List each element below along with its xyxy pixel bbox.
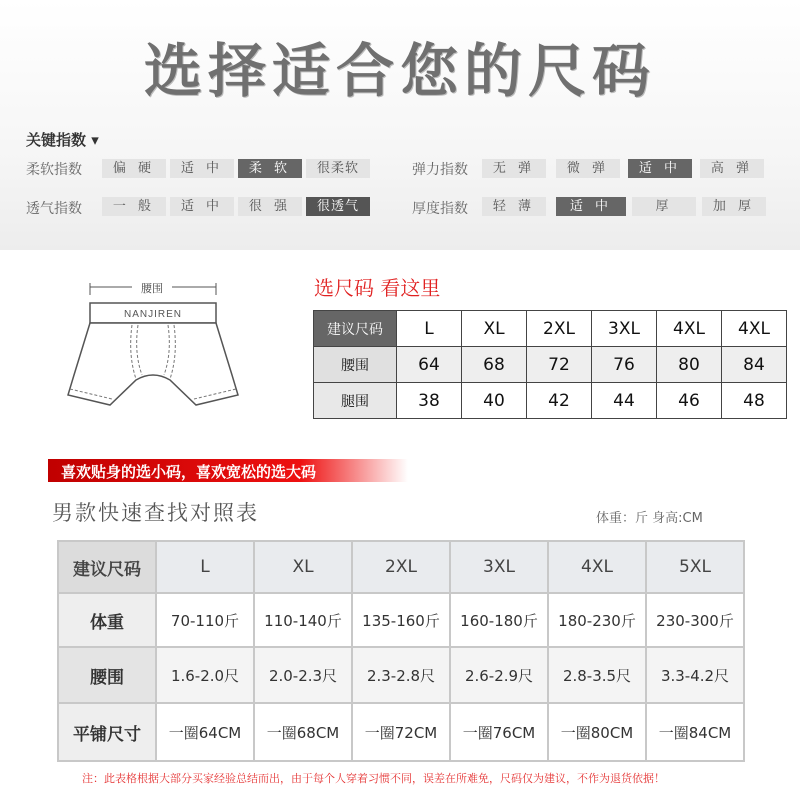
quick-table-title: 男款快速查找对照表 <box>52 501 259 525</box>
table-cell: 建议尺码 <box>58 541 156 593</box>
index-label-elasticity: 弹力指数 <box>412 162 468 178</box>
table-row <box>58 647 744 703</box>
unit-note: 体重：斤 身高:CM <box>596 511 703 526</box>
table-cell: 180-230斤 <box>548 593 646 647</box>
table-cell: L <box>156 541 254 593</box>
boxer-shorts-illustration <box>50 275 250 439</box>
softness-option-selected: 柔 软 <box>238 159 302 178</box>
table-cell: 腿围 <box>314 383 397 419</box>
table-cell: 一圈80CM <box>548 703 646 761</box>
table-cell: 3XL <box>592 311 657 347</box>
elasticity-option: 微 弹 <box>556 159 620 178</box>
table-cell: 68 <box>462 347 527 383</box>
table-cell: 2XL <box>527 311 592 347</box>
table-row <box>58 703 744 761</box>
table-cell: 建议尺码 <box>314 311 397 347</box>
table-cell: XL <box>254 541 352 593</box>
index-label-breathability: 透气指数 <box>26 201 82 217</box>
table-cell: 一圈72CM <box>352 703 450 761</box>
waist-label: 腰围 <box>141 283 163 295</box>
boxer-shorts-icon <box>50 275 250 435</box>
breathability-option: 一 般 <box>102 197 166 216</box>
table-cell: 腰围 <box>314 347 397 383</box>
softness-option: 很柔软 <box>306 159 370 178</box>
table-cell: 72 <box>527 347 592 383</box>
table-cell: 46 <box>657 383 722 419</box>
table-row <box>314 347 787 383</box>
breathability-option: 适 中 <box>170 197 234 216</box>
table-header-row <box>58 541 744 593</box>
table-cell: 一圈64CM <box>156 703 254 761</box>
elasticity-option: 高 弹 <box>700 159 764 178</box>
table-cell: 4XL <box>657 311 722 347</box>
table-cell: 76 <box>592 347 657 383</box>
table-cell: 2XL <box>352 541 450 593</box>
table-cell: 体重 <box>58 593 156 647</box>
table-cell: L <box>397 311 462 347</box>
thickness-option: 加 厚 <box>702 197 766 216</box>
page-title: 选择适合您的尺码 <box>143 37 656 105</box>
table-row <box>58 593 744 647</box>
table-cell: 4XL <box>722 311 787 347</box>
table-cell: 48 <box>722 383 787 419</box>
thickness-option: 轻 薄 <box>482 197 546 216</box>
table-cell: XL <box>462 311 527 347</box>
softness-option: 适 中 <box>170 159 234 178</box>
elasticity-option-selected: 适 中 <box>628 159 692 178</box>
table-cell: 80 <box>657 347 722 383</box>
index-label-thickness: 厚度指数 <box>412 201 468 217</box>
table-cell: 一圈68CM <box>254 703 352 761</box>
table-cell: 2.8-3.5尺 <box>548 647 646 703</box>
table-cell: 44 <box>592 383 657 419</box>
quick-lookup-table <box>57 540 745 762</box>
table-cell: 160-180斤 <box>450 593 548 647</box>
thickness-option: 厚 <box>632 197 696 216</box>
table-cell: 230-300斤 <box>646 593 744 647</box>
table-cell: 5XL <box>646 541 744 593</box>
breathability-option: 很 强 <box>238 197 302 216</box>
table-cell: 腰围 <box>58 647 156 703</box>
table-cell: 38 <box>397 383 462 419</box>
table-cell: 2.0-2.3尺 <box>254 647 352 703</box>
table-cell: 110-140斤 <box>254 593 352 647</box>
table-cell: 64 <box>397 347 462 383</box>
fit-tip-text: 喜欢贴身的选小码，喜欢宽松的选大码 <box>61 463 317 481</box>
top-banner <box>0 0 800 250</box>
table-cell: 平铺尺寸 <box>58 703 156 761</box>
footnote: 注：此表格根据大部分买家经验总结而出，由于每个人穿着习惯不同，误差在所难免，尺码仅为建议，不作为退货依据！ <box>82 772 665 785</box>
table-cell: 2.6-2.9尺 <box>450 647 548 703</box>
table-cell: 1.6-2.0尺 <box>156 647 254 703</box>
table-cell: 一圈84CM <box>646 703 744 761</box>
elasticity-option: 无 弹 <box>482 159 546 178</box>
size-chart-table <box>313 310 787 419</box>
table-cell: 135-160斤 <box>352 593 450 647</box>
table-cell: 40 <box>462 383 527 419</box>
fit-tip-banner <box>48 459 408 482</box>
brand-label: NANJIREN <box>123 309 183 320</box>
table-cell: 2.3-2.8尺 <box>352 647 450 703</box>
table-cell: 3.3-4.2尺 <box>646 647 744 703</box>
breathability-option-selected: 很透气 <box>306 197 370 216</box>
table-header-row <box>314 311 787 347</box>
softness-option: 偏 硬 <box>102 159 166 178</box>
table-cell: 42 <box>527 383 592 419</box>
table-row <box>314 383 787 419</box>
table-cell: 4XL <box>548 541 646 593</box>
key-index-title: 关键指数 ▾ <box>26 131 99 149</box>
table-cell: 一圈76CM <box>450 703 548 761</box>
table-cell: 84 <box>722 347 787 383</box>
index-label-softness: 柔软指数 <box>26 162 82 178</box>
table-cell: 70-110斤 <box>156 593 254 647</box>
size-chart-title: 选尺码 看这里 <box>314 276 441 300</box>
thickness-option-selected: 适 中 <box>556 197 626 216</box>
table-cell: 3XL <box>450 541 548 593</box>
